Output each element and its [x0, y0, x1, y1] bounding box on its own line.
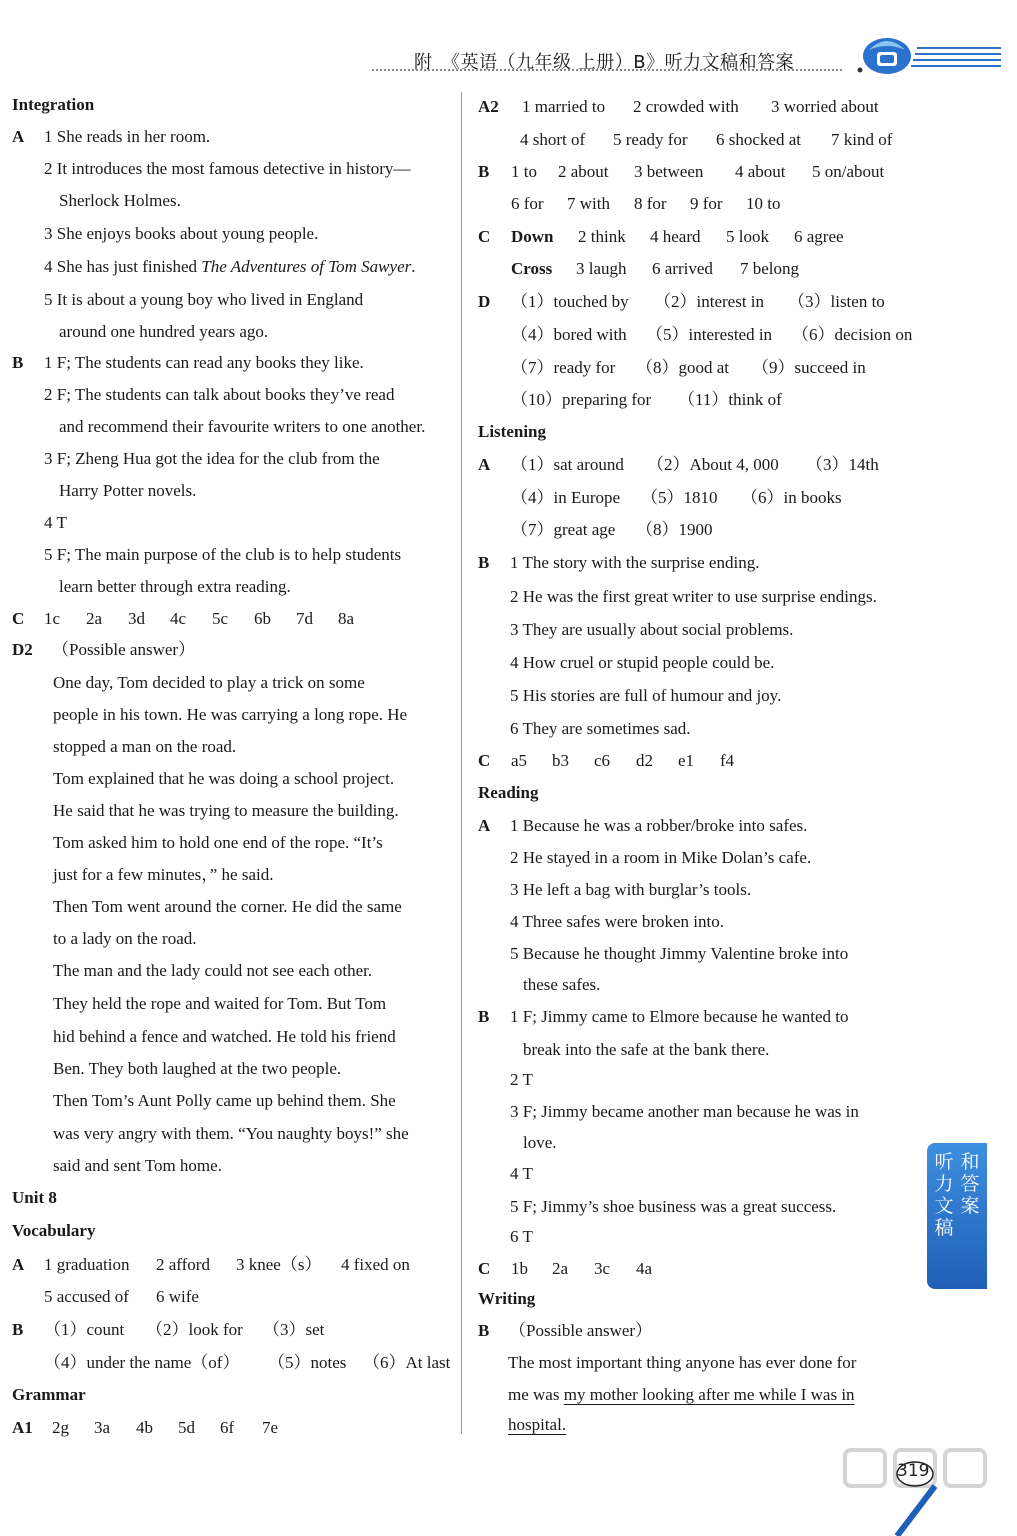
answer-chip: 2 about	[558, 162, 609, 181]
section-title-grammar: Grammar	[12, 1385, 86, 1404]
answer-chip: （4）bored with	[511, 325, 627, 344]
answer-chip: （11）think of	[678, 390, 782, 409]
essay-line: The most important thing anyone has ever done for	[508, 1353, 857, 1372]
answer-line: 1 F; Jimmy came to Elmore because he wanted to	[510, 1007, 849, 1026]
header-dotted-rule	[372, 69, 842, 71]
answer-line: 2 F; The students can talk about books they’ve read	[44, 385, 395, 404]
answer-chip: （2）About 4, 000	[647, 455, 779, 474]
answer-chip: 5d	[178, 1418, 195, 1437]
answer-chip: （1）sat around	[511, 455, 624, 474]
answer-chip: 6 agree	[794, 227, 844, 246]
answer-line: 3 She enjoys books about young people.	[44, 224, 319, 243]
answer-chip: 4 short of	[520, 130, 586, 149]
answer-line: 1 She reads in her room.	[44, 127, 211, 146]
page-header-title: 附 《英语（九年级 上册）B》听力文稿和答案	[414, 52, 795, 73]
answer-chip: 3a	[94, 1418, 111, 1437]
answer-chip: （6）decision on	[792, 325, 913, 344]
underlined-answer: hospital.	[508, 1415, 567, 1434]
answer-chip: （5）1810	[641, 488, 718, 507]
answer-line: 4 T	[44, 513, 67, 532]
answer-line: 3 They are usually about social problems.	[510, 620, 794, 639]
section-title-integration: Integration	[12, 95, 95, 114]
answer-chip: a5	[511, 751, 528, 770]
answer-chip: e1	[678, 751, 695, 770]
answer-line: 4 How cruel or stupid people could be.	[510, 653, 775, 672]
answer-chip: 4 fixed on	[341, 1255, 410, 1274]
answer-chip: 4a	[636, 1259, 653, 1278]
answer-chip: （5）interested in	[646, 325, 773, 344]
exercise-label-b: B	[478, 1321, 490, 1340]
answer-chip: 7d	[296, 609, 313, 628]
answer-chip: 4 about	[735, 162, 786, 181]
answer-chip: 1 to	[511, 162, 537, 181]
underlined-answer: my mother looking after me while I was in	[563, 1385, 855, 1404]
answer-line: 3 F; Zheng Hua got the idea for the club from the	[44, 449, 380, 468]
essay-line: hid behind a fence and watched. He told his friend	[53, 1027, 396, 1046]
answer-chip: 2 think	[578, 227, 626, 246]
exercise-label-b: B	[12, 1320, 24, 1339]
exercise-label-b: B	[12, 353, 24, 372]
answer-chip: 4c	[170, 609, 187, 628]
answer-chip: （6）At last	[363, 1353, 451, 1372]
essay-line	[508, 1414, 566, 1436]
answer-line: and recommend their favourite writers to one another.	[59, 417, 426, 436]
answer-chip: 7 with	[567, 194, 610, 213]
side-tab	[927, 1143, 987, 1289]
answer-line: Harry Potter novels.	[59, 481, 197, 500]
essay-line: Then Tom’s Aunt Polly came up behind them. She	[53, 1091, 396, 1110]
answer-line: 5 His stories are full of humour and joy.	[510, 686, 782, 705]
answer-line: learn better through extra reading.	[59, 577, 291, 596]
essay-line: The man and the lady could not see each other.	[53, 961, 373, 980]
essay-line: people in his town. He was carrying a long rope. He	[53, 705, 408, 724]
answer-line: break into the safe at the bank there.	[523, 1040, 770, 1059]
side-tab-text: 和 答 案	[960, 1151, 980, 1217]
answer-chip: 7 belong	[740, 259, 800, 278]
answer-chip: c6	[594, 751, 611, 770]
answer-chip: 3 laugh	[576, 259, 627, 278]
exercise-label-a: A	[12, 127, 25, 146]
answer-line: 5 F; Jimmy’s shoe business was a great success.	[510, 1197, 837, 1216]
answer-chip: 2a	[552, 1259, 569, 1278]
exercise-label-c: C	[478, 751, 491, 770]
answer-line: 6 T	[510, 1227, 533, 1246]
answer-chip: 6 arrived	[652, 259, 713, 278]
answer-chip: （4）under the name（of）	[44, 1353, 240, 1372]
answer-line: Sherlock Holmes.	[59, 191, 181, 210]
exercise-label-a: A	[478, 816, 491, 835]
answer-chip: 6 shocked at	[716, 130, 801, 149]
answer-chip: （4）in Europe	[511, 488, 621, 507]
answer-chip: （3）listen to	[788, 292, 885, 311]
possible-answer-note: （Possible answer）	[509, 1321, 653, 1340]
section-title-writing: Writing	[478, 1289, 536, 1308]
answer-line: 2 It introduces the most famous detective in history—	[44, 159, 411, 178]
answer-chip: 3d	[128, 609, 145, 628]
essay-line: just for a few minutes，” he said.	[53, 865, 274, 884]
answer-line: 2 He stayed in a room in Mike Dolan’s cafe.	[510, 848, 812, 867]
answer-chip: （8）1900	[636, 520, 713, 539]
section-title-listening: Listening	[478, 422, 547, 441]
essay-line: One day, Tom decided to play a trick on some	[53, 673, 365, 692]
answer-chip: 8a	[338, 609, 355, 628]
answer-line: 6 They are sometimes sad.	[510, 719, 691, 738]
answer-chip: 3 worried about	[771, 97, 879, 116]
header-logo-icon	[855, 30, 1005, 80]
possible-answer-note: （Possible answer）	[52, 640, 196, 659]
essay-line: Then Tom went around the corner. He did the same	[53, 897, 402, 916]
answer-line: 4 Three safes were broken into.	[510, 912, 724, 931]
answer-chip: 6 for	[511, 194, 544, 213]
essay-line: said and sent Tom home.	[53, 1156, 222, 1175]
answer-chip: （9）succeed in	[752, 358, 866, 377]
crossword-down-label: Down	[511, 227, 554, 246]
answer-chip: 2 crowded with	[633, 97, 739, 116]
answer-chip: （10）preparing for	[511, 390, 652, 409]
crossword-cross-label: Cross	[511, 259, 553, 278]
answer-chip: 2a	[86, 609, 103, 628]
exercise-label-a: A	[478, 455, 491, 474]
answer-chip: 3c	[594, 1259, 611, 1278]
essay-line: Tom asked him to hold one end of the rope. “It’s	[53, 833, 383, 852]
answer-line: 3 He left a bag with burglar’s tools.	[510, 880, 752, 899]
answer-line: 1 F; The students can read any books they like.	[44, 353, 364, 372]
answer-chip: 1b	[511, 1259, 528, 1278]
page-number: 319	[897, 1461, 930, 1481]
essay-line: Tom explained that he was doing a school project.	[53, 769, 395, 788]
section-title-reading: Reading	[478, 783, 539, 802]
answer-chip: 9 for	[690, 194, 723, 213]
answer-line: 1 Because he was a robber/broke into safes.	[510, 816, 808, 835]
answer-chip: 5 ready for	[613, 130, 688, 149]
exercise-label-b: B	[478, 553, 490, 572]
exercise-label-d: D	[478, 292, 491, 311]
answer-chip: b3	[552, 751, 569, 770]
exercise-label-c: C	[12, 609, 25, 628]
answer-chip: 3 knee（s）	[236, 1255, 322, 1274]
answer-chip: 6b	[254, 609, 271, 628]
answer-chip: （2）look for	[146, 1320, 243, 1339]
exercise-label-b: B	[478, 1007, 490, 1026]
answer-chip: 4 heard	[650, 227, 701, 246]
answer-chip: （2）interest in	[654, 292, 765, 311]
exercise-label-d2: D2	[12, 640, 33, 659]
answer-line: 5 F; The main purpose of the club is to help students	[44, 545, 402, 564]
answer-chip: f4	[720, 751, 735, 770]
answer-line: 5 It is about a young boy who lived in England	[44, 290, 364, 309]
answer-line: 5 Because he thought Jimmy Valentine broke into	[510, 944, 849, 963]
answer-chip: （3）14th	[806, 455, 879, 474]
answer-chip: （6）in books	[741, 488, 842, 507]
answer-chip: 5 on/about	[812, 162, 885, 181]
answer-chip: （7）great age	[511, 520, 616, 539]
answer-line: love.	[523, 1133, 557, 1152]
answer-chip: （1）touched by	[511, 292, 629, 311]
answer-chip: 6 wife	[156, 1287, 199, 1306]
answer-chip: 4b	[136, 1418, 153, 1437]
answer-line: 2 He was the first great writer to use surprise endings.	[510, 587, 877, 606]
answer-chip: （5）notes	[268, 1353, 347, 1372]
answer-chip: d2	[636, 751, 653, 770]
answer-line: 3 F; Jimmy became another man because he was in	[510, 1102, 859, 1121]
answer-line: 1 The story with the surprise ending.	[510, 553, 760, 572]
answer-chip: 1c	[44, 609, 61, 628]
answer-chip: 10 to	[746, 194, 781, 213]
exercise-label-a2: A2	[478, 97, 499, 116]
answer-chip: （7）ready for	[511, 358, 616, 377]
answer-chip: 8 for	[634, 194, 667, 213]
exercise-label-c: C	[478, 227, 491, 246]
answer-line: 2 T	[510, 1070, 533, 1089]
essay-line: Ben. They both laughed at the two people.	[53, 1059, 342, 1078]
exercise-label-a: A	[12, 1255, 25, 1274]
answer-chip: 5 look	[726, 227, 769, 246]
answer-chip: 6f	[220, 1418, 235, 1437]
answer-chip: （3）set	[263, 1320, 325, 1339]
answer-chip: 7 kind of	[831, 130, 893, 149]
answer-line: these safes.	[523, 975, 601, 994]
essay-line: stopped a man on the road.	[53, 737, 237, 756]
answer-chip: 5c	[212, 609, 229, 628]
exercise-label-b: B	[478, 162, 490, 181]
essay-line: They held the rope and waited for Tom. But Tom	[53, 994, 387, 1013]
answer-chip: 1 married to	[522, 97, 606, 116]
answer-chip: 1 graduation	[44, 1255, 130, 1274]
column-divider	[461, 92, 462, 1434]
answer-chip: （1）count	[44, 1320, 125, 1339]
answer-chip: 2 afford	[156, 1255, 210, 1274]
answer-chip: 2g	[52, 1418, 69, 1437]
answer-line: 4 She has just finished The Adventures of Tom Sawyer.	[44, 257, 416, 276]
answer-chip: （8）good at	[636, 358, 730, 377]
essay-line: was very angry with them. “You naughty boys!” she	[53, 1124, 409, 1143]
answer-line: 4 T	[510, 1164, 533, 1183]
book-title: The Adventures of Tom Sawyer	[201, 257, 412, 276]
essay-line: me was my mother looking after me while I was in	[508, 1385, 855, 1404]
answer-chip: 3 between	[634, 162, 704, 181]
essay-line: to a lady on the road.	[53, 929, 197, 948]
answer-line: around one hundred years ago.	[59, 322, 269, 341]
exercise-label-a1: A1	[12, 1418, 33, 1437]
side-tab-text: 听 力 文 稿	[934, 1151, 954, 1239]
exercise-label-c: C	[478, 1259, 491, 1278]
essay-line: He said that he was trying to measure the building.	[53, 801, 399, 820]
unit-title: Unit 8	[12, 1188, 57, 1207]
answer-chip: 5 accused of	[44, 1287, 129, 1306]
answer-chip: 7e	[262, 1418, 279, 1437]
section-title-vocabulary: Vocabulary	[12, 1221, 96, 1240]
